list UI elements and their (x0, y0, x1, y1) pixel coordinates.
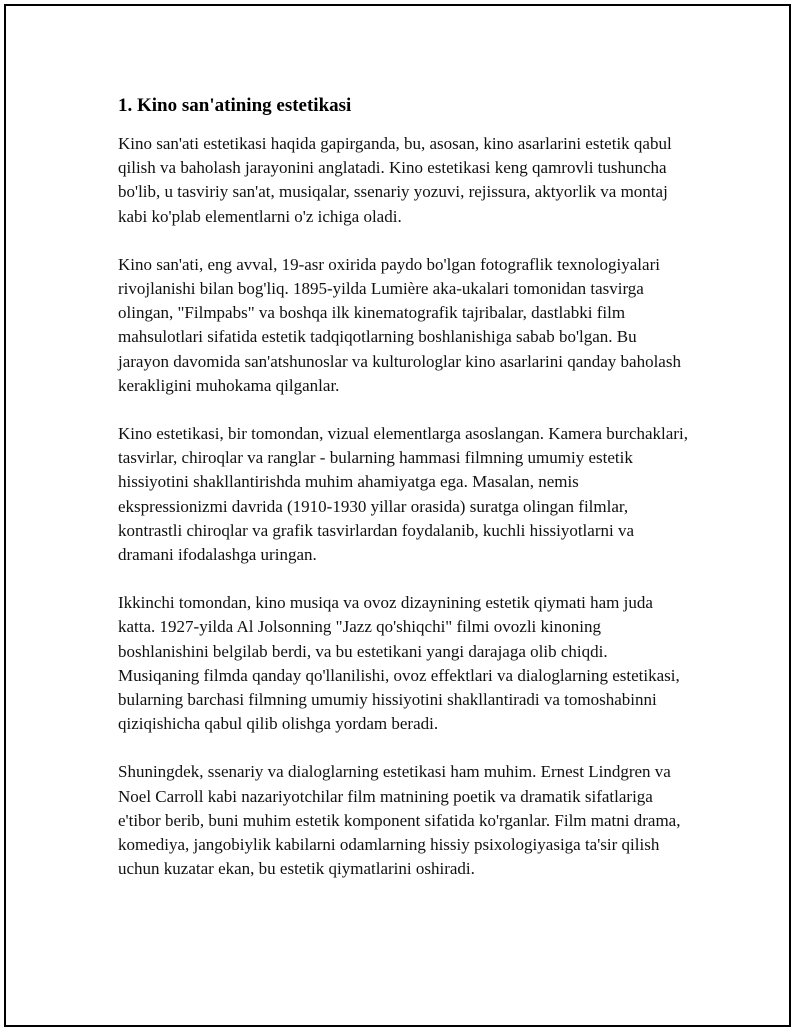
paragraph-1: Kino san'ati estetikasi haqida gapirganda, bu, asosan, kino asarlarini estetik qabul qilish va baholash jarayonini anglatadi. Kino estetikasi keng qamrovli tushuncha bo'lib, u tasviriy san'at, musiqalar, ssenariy yozuvi, rejissura, aktyorlik va montaj kabi ko'plab elementlarni o'z ichiga oladi. (118, 134, 672, 226)
section-title: 1. Kino san'atining estetikasi (118, 95, 352, 116)
document-body (118, 94, 688, 905)
paragraph-5: Shuningdek, ssenariy va dialoglarning estetikasi ham muhim. Ernest Lindgren va Noel Carroll kabi nazariyotchilar film matnining poetik va dramatik sifatlariga e'tibor berib, buni muhim estetik komponent sifatida ko'rganlar. Film matni drama, komediya, jangobiylik kabilarni odamlarning hissiy psixologiyasiga ta'sir qilish uchun kuzatar ekan, bu estetik qiymatlarini oshiradi. (118, 762, 681, 879)
paragraph-4: Ikkinchi tomondan, kino musiqa va ovoz dizaynining estetik qiymati ham juda katta. 1927-yilda Al Jolsonning "Jazz qo'shiqchi" filmi ovozli kinoning boshlanishini belgilab berdi, va bu estetikani yangi darajaga olib chiqdi. Musiqaning filmda qanday qo'llanilishi, ovoz effektlari va dialoglarning estetikasi, bularning barchasi filmning umumiy hissiyotini shakllantiradi va tomoshabinni qiziqishicha qabul qilib olishga yordam beradi. (118, 593, 680, 734)
paragraph-2: Kino san'ati, eng avval, 19-asr oxirida paydo bo'lgan fotograflik texnologiyalari rivojlanishi bilan bog'liq. 1895-yilda Lumière aka-ukalari tomonidan tasvirga olingan, "Filmpabs" va boshqa ilk kinematografik tajribalar, dastlabki film mahsulotlari sifatida estetik tadqiqotlarning boshlanishiga sabab bo'lgan. Bu jarayon davomida san'atshunoslar va kulturologlar kino asarlarini qanday baholash kerakligini muhokama qilganlar. (118, 254, 681, 395)
paragraph-3: Kino estetikasi, bir tomondan, vizual elementlarga asoslangan. Kamera burchaklari, tasvirlar, chiroqlar va ranglar - bularning hammasi filmning umumiy estetik hissiyotini shakllantirishda muhim ahamiyatga ega. Masalan, nemis ekspressionizmi davrida (1910-1930 yillar orasida) suratga olingan filmlar, kontrastli chiroqlar va grafik tasvirlardan foydalanib, kuchli hissiyotlarni va dramani ifodalashga uringan. (118, 424, 688, 565)
